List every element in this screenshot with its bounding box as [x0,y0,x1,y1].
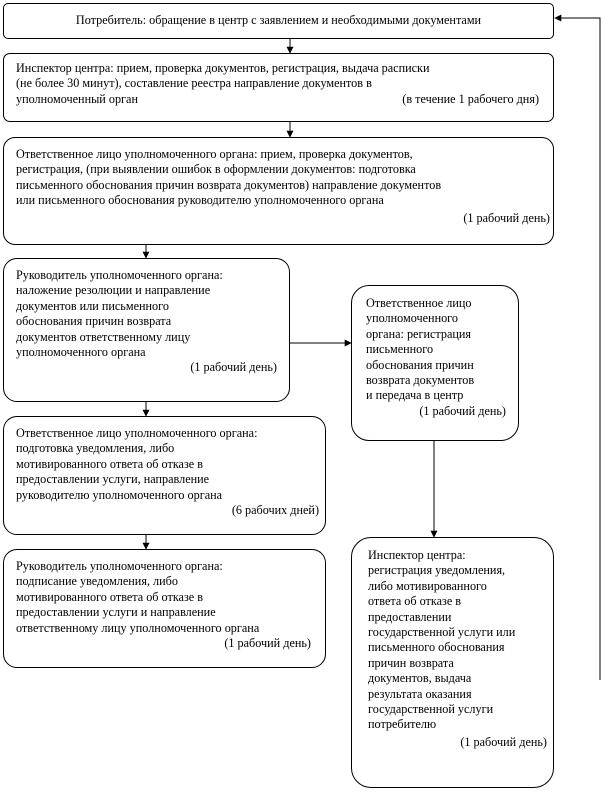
step-head-sign-duration: (1 рабочий день) [224,636,311,651]
step-head-sign-text: Руководитель уполномоченного органа: подписание уведомления, либо мотивированного ответа об отказе в предоставлении услуги и направление ответственному лицу уполномоченного органа [16,559,260,635]
step-inspector-intake [3,53,554,122]
step-consumer-text: Потребитель: обращение в центр с заявлением и необходимыми документами [75,13,482,27]
step-responsible-return-duration: (1 рабочий день) [419,403,506,418]
step-head-sign [3,549,326,668]
step-responsible-notice [3,416,326,535]
step-inspector-issue-duration: (1 рабочий день) [460,734,547,749]
step-responsible-review-duration: (1 рабочий день) [463,210,550,225]
step-responsible-return [351,285,519,441]
arrow-feedback-to-consumer [555,18,600,680]
step-responsible-review-text: Ответственное лицо уполномоченного органа: прием, проверка документов, регистрация, (при выявлении ошибок в оформлении документов: подготовка письменного обоснования причин возврата документов) направление документов или письменного обоснования руководителю уполномоченного органа [16,147,442,208]
step-inspector-issue [351,537,554,788]
step-responsible-review [3,137,554,245]
step-inspector-intake-text: Инспектор центра: прием, проверка документов, регистрация, выдача расписки (не более 30 минут), составление реестра направление документов в уполномоченный орган [16,61,430,106]
step-responsible-return-text: Ответственное лицо уполномоченного органа: регистрация письменного обоснования причин возврата документов и передача в центр [366,296,475,403]
step-inspector-issue-text: Инспектор центра: регистрация уведомления, либо мотивированного ответа об отказе в предоставлении государственной услуги или письменного обоснования причин возврата документов, выдача результата оказания государственной услуги потребителю [368,548,516,732]
step-consumer [3,3,554,39]
step-inspector-intake-duration: (в течение 1 рабочего дня) [402,91,539,106]
step-head-resolution-duration: (1 рабочий день) [190,360,277,375]
step-responsible-notice-text: Ответственное лицо уполномоченного органа: подготовка уведомления, либо мотивированного ответа об отказе в предоставлении услуги, направление руководителю уполномоченного органа [16,426,258,502]
step-responsible-notice-duration: (6 рабочих дней) [231,503,319,518]
step-head-resolution-text: Руководитель уполномоченного органа: наложение резолюции и направление документов или письменного обоснования причин возврата документов ответственному лицу уполномоченного органа [16,268,223,360]
step-head-resolution [3,258,290,402]
